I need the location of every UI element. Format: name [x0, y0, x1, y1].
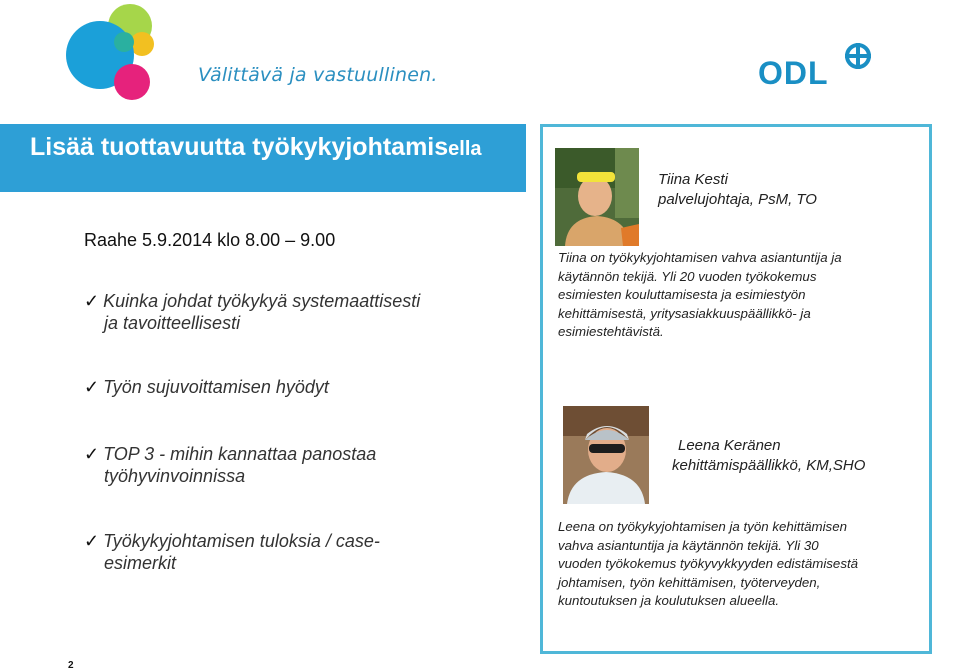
speaker-photo [563, 406, 649, 504]
odl-logo-icon [758, 38, 878, 90]
speaker-bio: Tiina on työkykyjohtamisen vahva asiantuntija ja käytännön tekijä. Yli 20 vuoden työkokemus esimiesten kouluttamisesta ja esimiestyön kehittämisestä, yritysasiakkuuspäällikkö- ja esimiestehtävistä. [558, 250, 842, 339]
speaker-name: Tiina Kesti [658, 171, 728, 188]
agenda-item: ✓ Työkykyjohtamisen tuloksia / case- esimerkit [84, 531, 380, 573]
speaker-name: Leena Keränen [678, 437, 781, 454]
agenda-item: ✓ Kuinka johdat työkykyä systemaattisesti ja tavoitteellisesti [84, 291, 421, 333]
speaker-role: kehittämispäällikkö, KM,SHO [672, 457, 866, 474]
page-number: 2 [68, 660, 74, 671]
speaker-role: palvelujohtaja, PsM, TO [658, 191, 817, 208]
tagline: Välittävä ja vastuullinen. [198, 64, 438, 86]
agenda-item: ✓ Työn sujuvoittamisen hyödyt [84, 377, 329, 397]
clover-logo-icon [50, 0, 170, 120]
check-icon: ✓ [84, 531, 100, 551]
odl-logo-text: ODL [758, 55, 829, 90]
page-title: Lisää tuottavuutta työkykyjohtamisella [30, 133, 482, 161]
check-icon: ✓ [84, 291, 100, 311]
check-icon: ✓ [84, 444, 100, 464]
event-date: Raahe 5.9.2014 klo 8.00 – 9.00 [84, 230, 336, 250]
speaker-bio: Leena on työkykyjohtamisen ja työn kehittämisen vahva asiantuntija ja käytännön tekijä. Yli 30 vuoden työkokemus työkyvykkyyden edistämisestä johtamisen, työn kehittämisen, työterveyden, kuntoutuksen ja koulutuksen alueella. [558, 519, 859, 608]
agenda-item: ✓ TOP 3 - mihin kannattaa panostaa työhyvinvoinnissa [84, 444, 377, 486]
check-icon: ✓ [84, 377, 100, 397]
speaker-photo [555, 148, 639, 246]
